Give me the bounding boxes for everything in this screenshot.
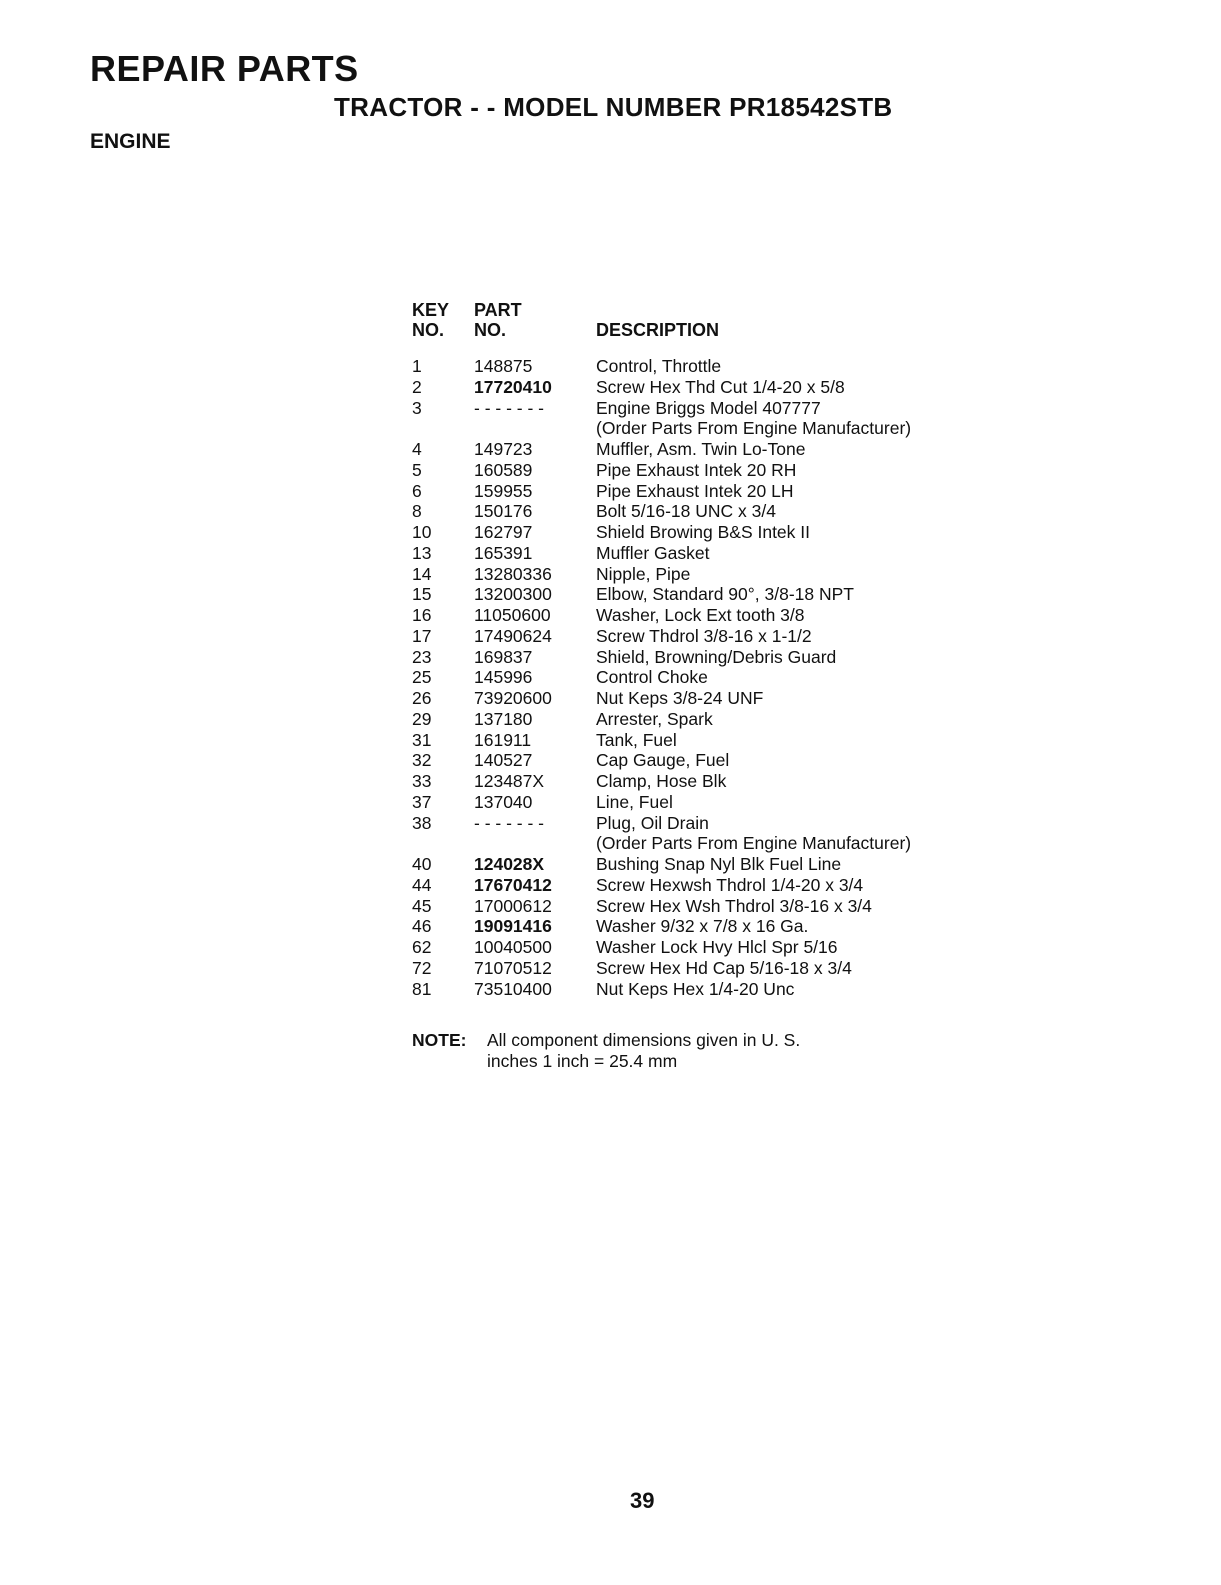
description-cell: Tank, Fuel	[596, 729, 677, 750]
key-no-cell: 8	[412, 501, 422, 522]
description-cell: Screw Hexwsh Thdrol 1/4-20 x 3/4	[596, 874, 864, 895]
table-row	[412, 398, 972, 419]
description-cell: Nipple, Pipe	[596, 563, 691, 584]
section-heading: ENGINE	[90, 130, 171, 153]
description-cell: Bolt 5/16-18 UNC x 3/4	[596, 501, 776, 522]
table-row	[412, 543, 972, 564]
key-no-cell: 29	[412, 708, 432, 729]
table-row	[412, 439, 972, 460]
table-row	[412, 979, 972, 1000]
key-no-cell: 15	[412, 584, 432, 605]
description-cell: Nut Keps Hex 1/4-20 Unc	[596, 978, 795, 999]
key-no-cell: 62	[412, 937, 432, 957]
key-no-cell: 72	[412, 957, 432, 978]
table-row	[412, 605, 972, 626]
table-row	[412, 937, 972, 958]
description-cell: Line, Fuel	[596, 791, 673, 812]
table-row	[412, 667, 972, 688]
key-header-line2: NO.	[412, 320, 445, 340]
table-row	[412, 730, 972, 751]
key-no-cell: 38	[412, 812, 432, 833]
table-row	[412, 460, 972, 481]
part-header-line1: PART	[474, 300, 522, 320]
part-no-cell: 123487X	[474, 771, 545, 791]
key-no-cell: 44	[412, 874, 432, 895]
description-cell: Muffler Gasket	[596, 542, 710, 563]
description-cell: Arrester, Spark	[596, 708, 713, 729]
part-no-cell: 13280336	[474, 563, 552, 584]
page-title: REPAIR PARTS	[90, 48, 359, 89]
description-cell: Bushing Snap Nyl Blk Fuel Line	[596, 854, 842, 874]
part-no-cell: 169837	[474, 646, 533, 667]
part-no-cell: - - - - - - -	[474, 812, 544, 833]
description-cell: Washer 9/32 x 7/8 x 16 Ga.	[596, 916, 809, 937]
table-row	[412, 792, 972, 813]
description-cell: Nut Keps 3/8-24 UNF	[596, 688, 764, 708]
description-cell: Cap Gauge, Fuel	[596, 750, 730, 771]
parts-list-header	[412, 298, 972, 346]
key-no-cell: 14	[412, 563, 432, 584]
key-no-cell: 5	[412, 459, 422, 480]
description-cell: Plug, Oil Drain	[596, 812, 709, 833]
model-subtitle: TRACTOR - - MODEL NUMBER PR18542STB	[334, 92, 893, 122]
key-no-cell: 4	[412, 439, 422, 459]
part-no-cell: 137180	[474, 708, 533, 729]
table-row	[412, 813, 972, 834]
part-no-cell: 145996	[474, 667, 533, 688]
description-cell: Washer Lock Hvy Hlcl Spr 5/16	[596, 937, 838, 957]
description-cell: Screw Hex Thd Cut 1/4-20 x 5/8	[596, 376, 845, 397]
key-no-cell: 16	[412, 605, 432, 625]
note-line1: All component dimensions given in U. S.	[487, 1030, 801, 1050]
part-no-cell: 17000612	[474, 895, 552, 916]
part-no-cell: 19091416	[474, 916, 552, 937]
description-cell: Screw Hex Hd Cap 5/16-18 x 3/4	[596, 957, 852, 978]
part-no-cell: 150176	[474, 501, 533, 522]
parts-list	[412, 298, 972, 999]
table-row	[412, 771, 972, 792]
key-no-cell: 10	[412, 522, 432, 542]
part-no-cell: 13200300	[474, 584, 552, 605]
table-row	[412, 564, 972, 585]
table-row	[412, 626, 972, 647]
table-row	[412, 875, 972, 896]
parts-rows	[412, 356, 972, 999]
part-no-cell: 11050600	[474, 605, 551, 625]
description-cell: Screw Hex Wsh Thdrol 3/8-16 x 3/4	[596, 895, 872, 916]
key-no-cell: 25	[412, 667, 432, 688]
key-no-cell: 3	[412, 397, 422, 418]
description-cell: Muffler, Asm. Twin Lo-Tone	[596, 439, 806, 459]
part-no-cell: 149723	[474, 439, 533, 459]
part-no-cell: 137040	[474, 791, 533, 812]
description-cell: Shield Browing B&S Intek II	[596, 522, 810, 542]
part-no-cell: 140527	[474, 750, 533, 771]
part-no-cell: 73920600	[474, 688, 552, 708]
part-header-line2: NO.	[474, 320, 507, 340]
part-no-cell: 161911	[474, 729, 532, 750]
part-no-cell: 159955	[474, 480, 533, 501]
table-row	[412, 584, 972, 605]
table-row	[412, 958, 972, 979]
description-cell: Control, Throttle	[596, 356, 722, 376]
part-no-cell: 17720410	[474, 376, 552, 397]
table-row	[412, 418, 972, 439]
table-row	[412, 750, 972, 771]
description-cell: Control Choke	[596, 667, 708, 688]
description-cell: Pipe Exhaust Intek 20 RH	[596, 459, 797, 480]
description-cell: Washer, Lock Ext tooth 3/8	[596, 605, 805, 625]
table-row	[412, 501, 972, 522]
key-header-line1: KEY	[412, 300, 450, 320]
table-row	[412, 688, 972, 709]
key-no-cell: 13	[412, 542, 432, 563]
key-no-cell: 17	[412, 625, 432, 646]
table-row	[412, 833, 972, 854]
key-no-cell: 81	[412, 978, 432, 999]
description-cell: Clamp, Hose Blk	[596, 771, 727, 791]
key-no-cell: 45	[412, 895, 432, 916]
description-cell: Elbow, Standard 90°, 3/8-18 NPT	[596, 584, 854, 605]
part-no-cell: 17490624	[474, 625, 552, 646]
description-cell: (Order Parts From Engine Manufacturer)	[596, 833, 912, 854]
key-no-cell: 40	[412, 854, 432, 874]
page-number: 39	[630, 1488, 655, 1513]
part-no-cell: 73510400	[474, 978, 552, 999]
table-row	[412, 356, 972, 377]
description-cell: Engine Briggs Model 407777	[596, 397, 821, 418]
table-row	[412, 377, 972, 398]
key-no-cell: 37	[412, 791, 432, 812]
key-no-cell: 1	[412, 356, 422, 376]
description-cell: (Order Parts From Engine Manufacturer)	[596, 418, 912, 439]
part-no-cell: - - - - - - -	[474, 397, 544, 418]
description-cell: Screw Thdrol 3/8-16 x 1-1/2	[596, 625, 812, 646]
note-line2: inches 1 inch = 25.4 mm	[487, 1051, 678, 1071]
description-header: DESCRIPTION	[596, 320, 720, 340]
key-no-cell: 33	[412, 771, 432, 791]
table-row	[412, 916, 972, 937]
key-no-cell: 23	[412, 646, 432, 667]
part-no-cell: 17670412	[474, 874, 552, 895]
part-no-cell: 162797	[474, 522, 533, 542]
table-row	[412, 522, 972, 543]
description-cell: Pipe Exhaust Intek 20 LH	[596, 480, 794, 501]
key-no-cell: 32	[412, 750, 432, 771]
description-cell: Shield, Browning/Debris Guard	[596, 646, 837, 667]
table-row	[412, 896, 972, 917]
part-no-cell: 160589	[474, 459, 533, 480]
table-row	[412, 709, 972, 730]
key-no-cell: 26	[412, 688, 432, 708]
key-no-cell: 2	[412, 376, 422, 397]
key-no-cell: 6	[412, 480, 422, 501]
table-row	[412, 854, 972, 875]
note-label: NOTE:	[412, 1030, 467, 1050]
part-no-cell: 148875	[474, 356, 533, 376]
key-no-cell: 46	[412, 916, 432, 937]
part-no-cell: 71070512	[474, 957, 552, 978]
part-no-cell: 10040500	[474, 937, 552, 957]
table-row	[412, 481, 972, 502]
table-row	[412, 647, 972, 668]
part-no-cell: 124028X	[474, 854, 545, 874]
part-no-cell: 165391	[474, 542, 533, 563]
key-no-cell: 31	[412, 729, 432, 750]
